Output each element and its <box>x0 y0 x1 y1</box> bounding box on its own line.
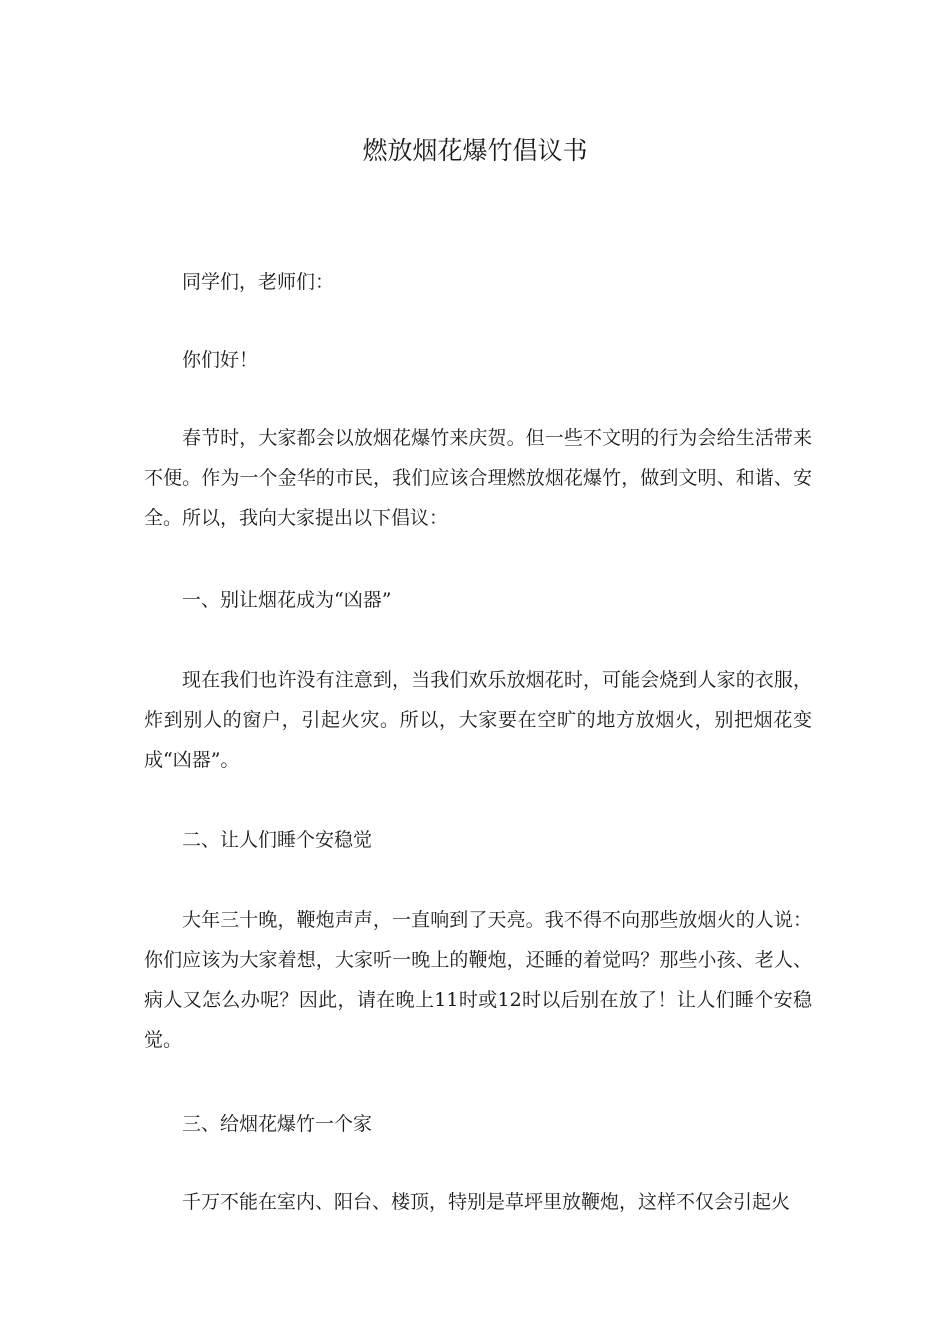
salutation: 同学们，老师们： <box>182 271 335 293</box>
greeting: 你们好！ <box>182 349 259 371</box>
document-title: 燃放烟花爆竹倡议书 <box>362 136 588 165</box>
section-heading-3: 三、给烟花爆竹一个家 <box>182 1113 373 1135</box>
section-heading-2: 二、让人们睡个安稳觉 <box>182 829 373 851</box>
section-heading-1: 一、别让烟花成为“凶器” <box>182 589 392 611</box>
section-body-2: 大年三十晚，鞭炮声声，一直响到了天亮。我不得不向那些放烟火的人说：你们应该为大家着想，大家听一晚上的鞭炮，还睡的着觉吗？那些小孩、老人、病人又怎么办呢？因此，请在晚上11时或12时以后别在放了！让人们睡个安稳觉。 <box>144 909 812 1051</box>
section-body-1: 现在我们也许没有注意到，当我们欢乐放烟花时，可能会烧到人家的衣服，炸到别人的窗户，引起火灾。所以，大家要在空旷的地方放烟火，别把烟花变成“凶器”。 <box>144 669 812 771</box>
intro-paragraph: 春节时，大家都会以放烟花爆竹来庆贺。但一些不文明的行为会给生活带来不便。作为一个金华的市民，我们应该合理燃放烟花爆竹，做到文明、和谐、安全。所以，我向大家提出以下倡议： <box>144 427 812 529</box>
section-body-3: 千万不能在室内、阳台、楼顶，特别是草坪里放鞭炮，这样不仅会引起火 <box>182 1191 791 1213</box>
